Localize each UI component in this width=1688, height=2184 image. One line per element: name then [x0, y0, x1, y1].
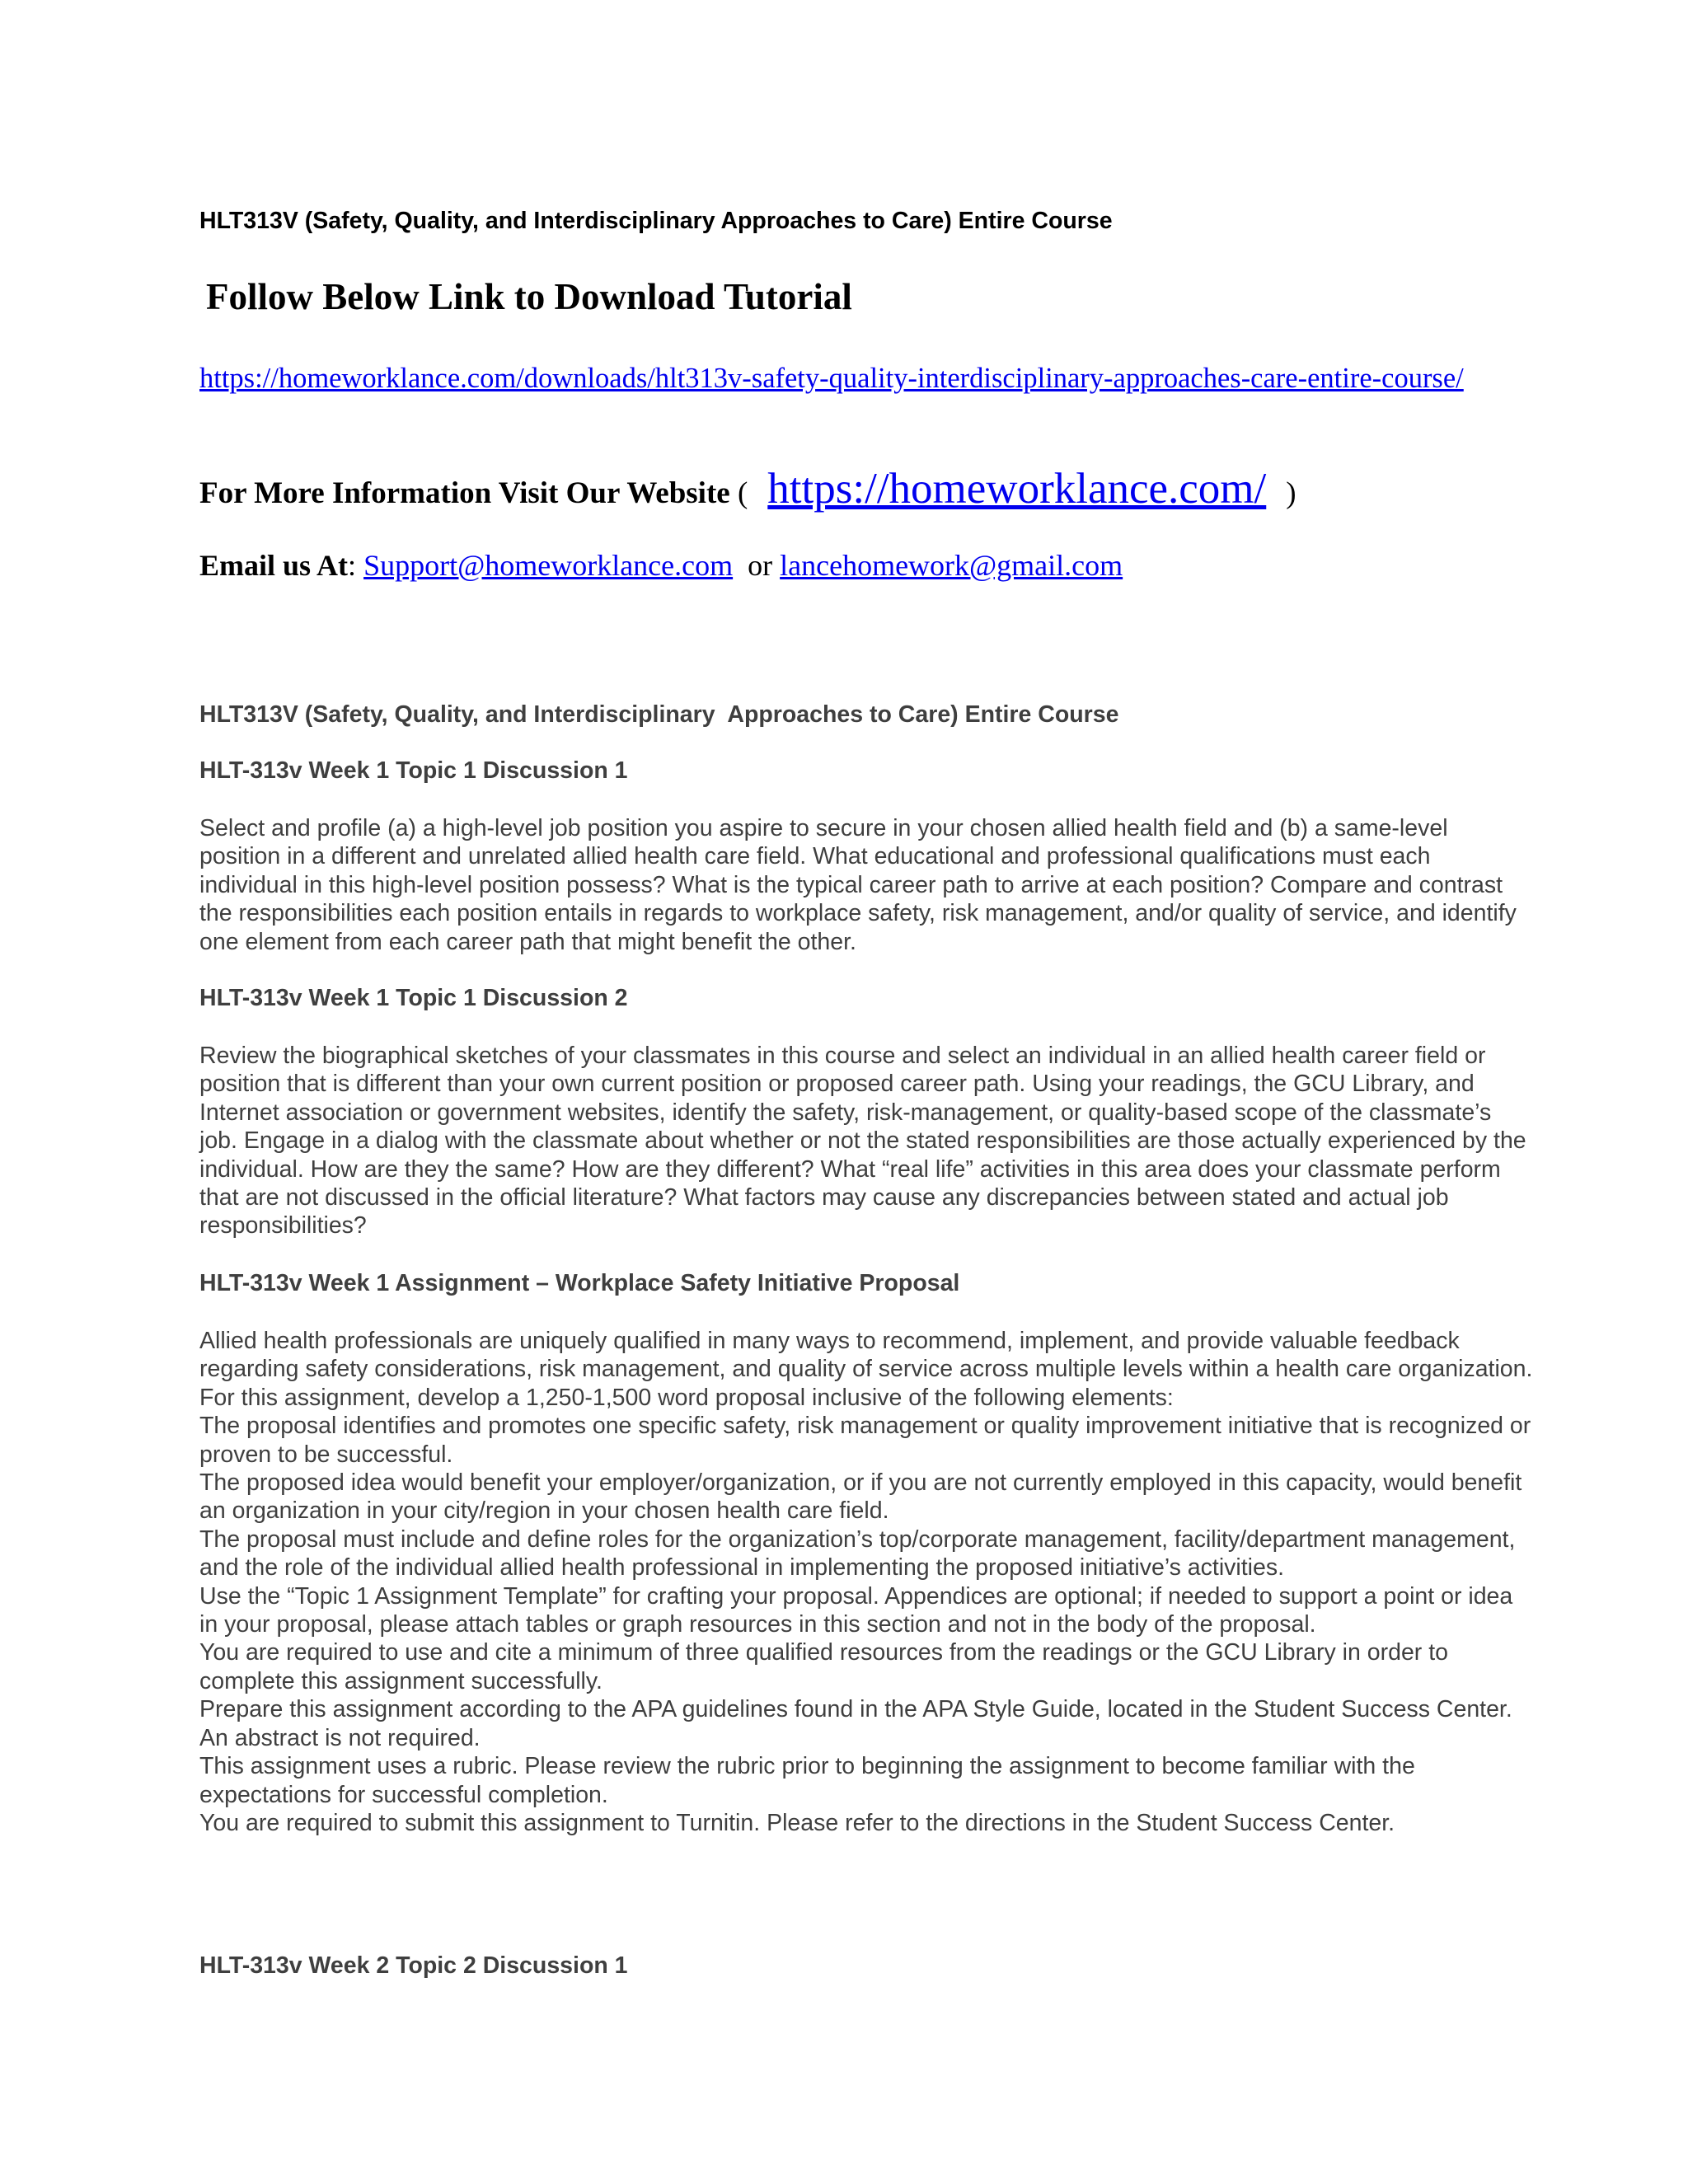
paragraph-text: You are required to submit this assignment to Turnitin. Please refer to the directions in the Student Success Center. — [199, 1809, 1395, 1836]
website-link[interactable]: https://homeworklance.com/ — [767, 465, 1267, 513]
paragraph-text: The proposal must include and define roles for the organization’s top/corporate management, facility/department management, and the role of the individual allied health professional in implementing the proposed initiative’s activities. — [199, 1526, 1516, 1582]
email-colon: : — [348, 549, 357, 582]
paragraph-text: Review the biographical sketches of your classmates in this course and select an individual in an allied health career field or position that is different than your own current position or proposed career path. Using your readings, the GCU Library, and Internet association or government websites, identify the safety, risk-management, or quality-based scope of the classmate’s job. Engage in a dialog with the classmate about whether or not the stated responsibilities are those actually experienced by the individual. How are they the same? How are they different? What “real life” activities in this area does your classmate perform that are not discussed in the official literature? What factors may cause any discrepancies between stated and actual job responsibilities? — [199, 1043, 1526, 1240]
close-paren: ) — [1286, 476, 1296, 510]
email-or: or — [748, 549, 773, 582]
follow-heading: Follow Below Link to Download Tutorial — [206, 276, 852, 317]
paragraph-text: Prepare this assignment according to the APA guidelines found in the APA Style Guide, located in the Student Success Center. An abstract is not required. — [199, 1696, 1512, 1751]
section-paragraph — [199, 1042, 1535, 1240]
assignment-paragraphs — [199, 1327, 1535, 1837]
paragraph-text: For this assignment, develop a 1,250-1,500 word proposal inclusive of the following elements: — [199, 1384, 1174, 1411]
download-link-block — [199, 360, 1518, 396]
paragraph-text: Select and profile (a) a high-level job position you aspire to secure in your chosen allied health field and (b) a same-level position in a different and unrelated allied health care field. What educational and professional qualifications must each individual in this high-level position possess? What is the typical career path to arrive at each position? Compare and contrast the responsibilities each position entails in regards to workplace safety, risk management, and/or quality of service, and identify one element from each career path that might benefit the other. — [199, 815, 1517, 955]
paragraph-text: Allied health professionals are uniquely qualified in many ways to recommend, implement, and provide valuable feedback regarding safety considerations, risk management, and quality of service across multiple levels within a health care organization. — [199, 1328, 1533, 1383]
section-paragraph — [199, 814, 1535, 956]
section-heading: HLT-313v Week 2 Topic 2 Discussion 1 — [199, 1952, 628, 1979]
download-link[interactable]: https://homeworklance.com/downloads/hlt313v-safety-quality-interdisciplinary-approaches-care-entire-course/ — [199, 363, 1464, 394]
paragraph-text: This assignment uses a rubric. Please review the rubric prior to beginning the assignment to become familiar with the expectations for successful completion. — [199, 1753, 1415, 1808]
more-info-row — [199, 464, 1296, 513]
lance-email-link[interactable]: lancehomework@gmail.com — [780, 549, 1123, 582]
email-row — [199, 548, 1123, 583]
paragraph-text: You are required to use and cite a minimum of three qualified resources from the readings or the GCU Library in order to complete this assignment successfully. — [199, 1639, 1448, 1694]
section-heading: HLT-313v Week 1 Topic 1 Discussion 1 — [199, 757, 628, 784]
more-info-label: For More Information Visit Our Website — [199, 476, 730, 510]
support-email-link[interactable]: Support@homeworklance.com — [363, 549, 734, 582]
course-title: HLT313V (Safety, Quality, and Interdisciplinary Approaches to Care) Entire Course — [199, 208, 1113, 234]
content-course-title: HLT313V (Safety, Quality, and Interdisciplinary Approaches to Care) Entire Course — [199, 701, 1119, 728]
section-heading: HLT-313v Week 1 Topic 1 Discussion 2 — [199, 985, 628, 1011]
paragraph-text: The proposal identifies and promotes one specific safety, risk management or quality improvement initiative that is recognized or proven to be successful. — [199, 1413, 1531, 1468]
paragraph-text: Use the “Topic 1 Assignment Template” for crafting your proposal. Appendices are optional; if needed to support a point or idea in your proposal, please attach tables or graph resources in this section and not in the body of the proposal. — [199, 1582, 1513, 1638]
section-heading: HLT-313v Week 1 Assignment – Workplace Safety Initiative Proposal — [199, 1270, 960, 1296]
paragraph-text: The proposed idea would benefit your employer/organization, or if you are not currently employed in this capacity, would benefit an organization in your city/region in your chosen health care field. — [199, 1469, 1522, 1525]
email-label: Email us At — [199, 549, 349, 582]
open-paren: ( — [737, 476, 748, 510]
